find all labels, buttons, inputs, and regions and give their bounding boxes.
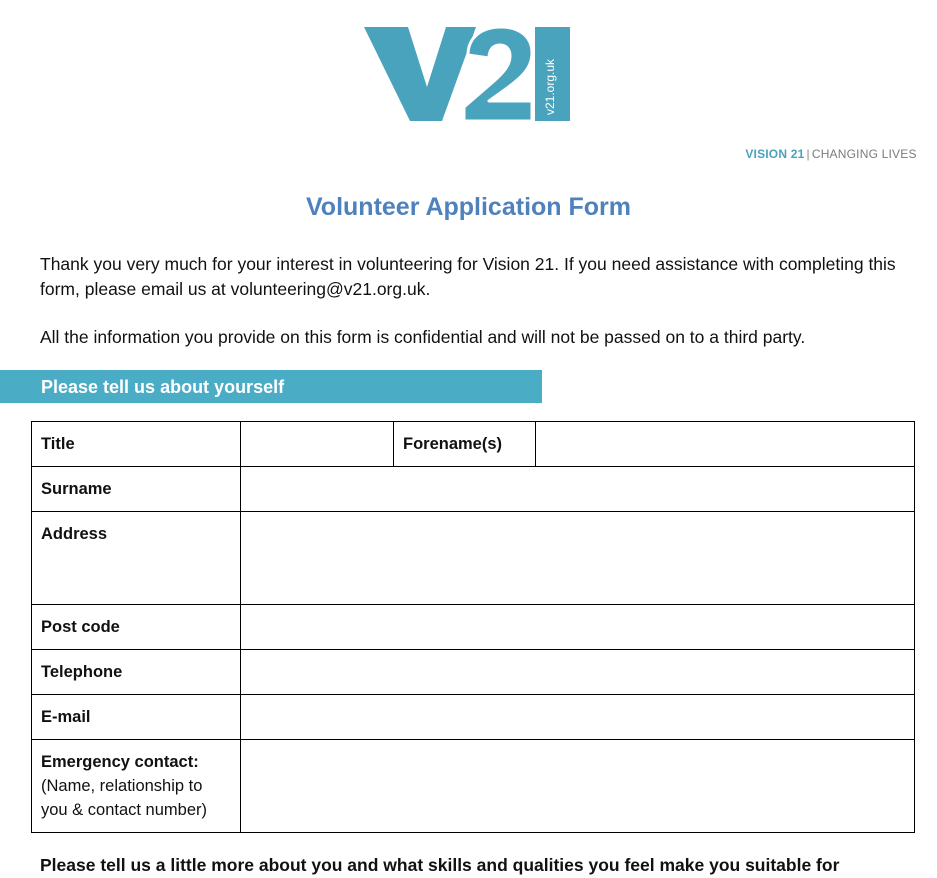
v21-logo <box>364 25 917 161</box>
telephone-field[interactable] <box>241 650 915 695</box>
emergency-contact-heading: Emergency contact: <box>41 753 199 771</box>
personal-details-table <box>31 421 915 833</box>
page-title: Volunteer Application Form <box>305 193 631 221</box>
emergency-contact-field[interactable] <box>241 740 915 833</box>
address-field[interactable] <box>241 512 915 605</box>
logo-tagline <box>728 147 934 161</box>
forename-label: Forename(s) <box>394 422 536 467</box>
forename-field[interactable] <box>536 422 915 467</box>
row-telephone <box>32 650 915 695</box>
intro-paragraph: Thank you very much for your interest in volunteering for Vision 21. If you need assistance with completing this form, please email us at volunteering@v21.org.uk. <box>40 254 896 299</box>
row-postcode <box>32 605 915 650</box>
more-about-you-heading: Please tell us a little more about you and what skills and qualities you feel make you suitable for <box>40 855 840 875</box>
row-title-forename <box>32 422 915 467</box>
title-field[interactable] <box>241 422 394 467</box>
title-label: Title <box>32 422 241 467</box>
tagline-separator: | <box>806 147 810 161</box>
surname-label: Surname <box>32 467 241 512</box>
row-address <box>32 512 915 605</box>
postcode-field[interactable] <box>241 605 915 650</box>
row-email <box>32 695 915 740</box>
email-field[interactable] <box>241 695 915 740</box>
emergency-contact-note: (Name, relationship to you & contact number) <box>41 777 207 819</box>
tagline-changing-lives: CHANGING LIVES <box>811 147 917 161</box>
row-emergency-contact <box>32 740 915 833</box>
address-label: Address <box>32 512 241 605</box>
v21-logo-mark <box>364 25 570 141</box>
section-header: Please tell us about yourself <box>0 370 542 403</box>
logo-url-text: v21.org.uk <box>543 58 557 115</box>
row-surname <box>32 467 915 512</box>
confidential-notice: All the information you provide on this form is confidential and will not be passed on to a third party. <box>40 327 806 347</box>
telephone-label: Telephone <box>32 650 241 695</box>
tagline-vision: VISION 21 <box>745 147 805 161</box>
emergency-contact-label <box>32 740 241 833</box>
email-label: E-mail <box>32 695 241 740</box>
postcode-label: Post code <box>32 605 241 650</box>
surname-field[interactable] <box>241 467 915 512</box>
